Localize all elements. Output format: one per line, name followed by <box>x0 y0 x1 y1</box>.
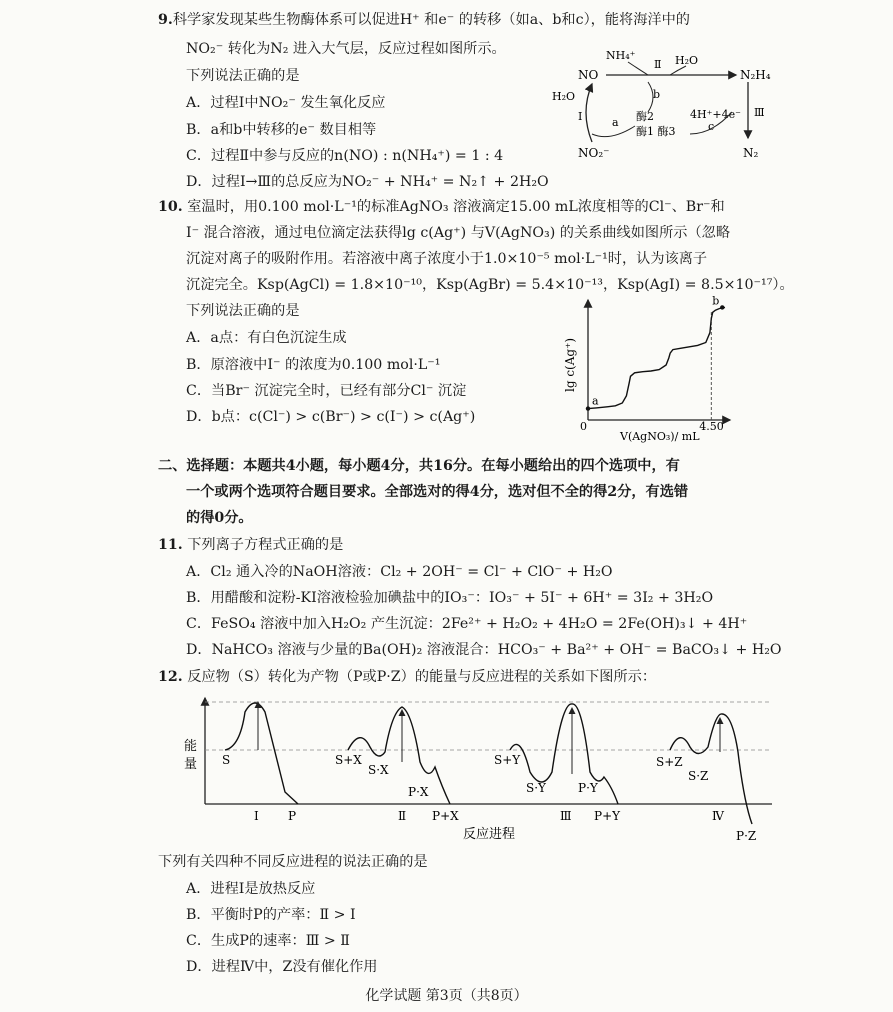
process-II-numeral: Ⅱ <box>398 809 407 823</box>
no-label: NO <box>578 68 599 82</box>
q9-number: 9. <box>158 12 173 28</box>
titration-chart <box>560 292 740 444</box>
process-I-label: Ⅰ <box>578 110 583 123</box>
q10-number: 10. <box>158 199 183 215</box>
section2-line1: 二、选择题：本题共4小题，每小题4分，共16分。在每小题给出的四个选项中，有 <box>158 458 680 474</box>
electron-a-label: a <box>612 116 619 129</box>
point-b <box>720 305 724 309</box>
process-I-numeral: Ⅰ <box>254 809 259 823</box>
q11-option-c: C．FeSO₄ 溶液中加入H₂O₂ 产生沉淀：2Fe²⁺ + H₂O₂ + 4H₂O = 2Fe(OH)₃↓ + 4H⁺ <box>186 616 748 632</box>
energy-label-2: 量 <box>184 757 198 772</box>
q12-number: 12. <box>158 669 183 685</box>
label-S-plus-Z: S+Z <box>656 755 683 769</box>
process-II-label: Ⅱ <box>654 58 662 71</box>
h2o-left-label: H₂O <box>552 90 576 103</box>
q11-option-d: D．NaHCO₃ 溶液与少量的Ba(OH)₂ 溶液混合：HCO₃⁻ + Ba²⁺ + OH⁻ = BaCO₃↓ + H₂O <box>186 642 782 658</box>
q10-stem-line2: I⁻ 混合溶液，通过电位滴定法获得lg c(Ag⁺) 与V(AgNO₃) 的关系曲线如图所示（忽略 <box>186 225 731 241</box>
q12-option-d: D．进程Ⅳ中，Z没有催化作用 <box>186 959 378 975</box>
q12-option-b: B．平衡时P的产率：Ⅱ > Ⅰ <box>186 907 356 923</box>
q9-option-a: A．过程Ⅰ中NO₂⁻ 发生氧化反应 <box>186 95 386 111</box>
q10-ask: 下列说法正确的是 <box>186 303 300 319</box>
energy-label-1: 能 <box>184 739 198 754</box>
q9-option-d: D．过程Ⅰ→Ⅲ的总反应为NO₂⁻ + NH₄⁺ = N₂↑ + 2H₂O <box>186 174 549 190</box>
x-tick-label-450: 4.50 <box>699 420 724 433</box>
q10-option-a: A．a点：有白色沉淀生成 <box>186 330 347 346</box>
q9-reaction-diagram <box>540 42 790 172</box>
page-footer: 化学试题 第3页（共8页） <box>365 988 528 1004</box>
titration-curve-line <box>588 307 725 408</box>
process-I-curve <box>225 703 298 804</box>
q9-stem-line1: 9.科学家发现某些生物酶体系可以促进H⁺ 和e⁻ 的转移（如a、b和c），能将海洋中的 <box>158 12 690 28</box>
reaction-progress-label: 反应进程 <box>463 827 516 842</box>
label-P: P <box>288 809 297 823</box>
q9-option-c: C．过程Ⅱ中参与反应的n(NO) : n(NH₄⁺) = 1 : 4 <box>186 148 504 164</box>
h2o-top-label: H₂O <box>675 54 699 67</box>
q10-option-c: C．当Br⁻ 沉淀完全时，已经有部分Cl⁻ 沉淀 <box>186 383 467 399</box>
x-axis-label: V(AgNO₃)/ mL <box>620 430 700 443</box>
nh4-label: NH₄⁺ <box>606 49 636 62</box>
electron-c-label: c <box>708 120 715 133</box>
q11-option-a: A．Cl₂ 通入冷的NaOH溶液：Cl₂ + 2OH⁻ = Cl⁻ + ClO⁻ + H₂O <box>186 564 613 580</box>
point-b-label: b <box>712 294 720 308</box>
n2h4-label: N₂H₄ <box>740 68 771 82</box>
nh4-in-curve <box>628 62 648 75</box>
q9-option-b: B．a和b中转移的e⁻ 数目相等 <box>186 122 377 138</box>
q12-ask: 下列有关四种不同反应进程的说法正确的是 <box>158 854 428 870</box>
label-P-dot-Y: P·Y <box>578 781 598 795</box>
q11-stem: 11. 下列离子方程式正确的是 <box>158 537 344 553</box>
q9-ask: 下列说法正确的是 <box>186 68 300 84</box>
process-IV-numeral: Ⅳ <box>712 809 724 823</box>
q10-stem-line4: 沉淀完全。Ksp(AgCl) = 1.8×10⁻¹⁰，Ksp(AgBr) = 5.4×10⁻¹³，Ksp(AgI) = 8.5×10⁻¹⁷）。 <box>186 277 794 293</box>
q12-energy-diagram <box>180 692 780 847</box>
no2-label: NO₂⁻ <box>578 146 610 160</box>
x-tick-label-0: 0 <box>580 420 587 433</box>
electron-b-label: b <box>653 88 661 101</box>
label-P-plus-Y: P+Y <box>594 809 621 823</box>
q12-stem: 12. 反应物（S）转化为产物（P或P·Z）的能量与反应进程的关系如下图所示： <box>158 669 657 685</box>
q9-stem-line2: NO₂⁻ 转化为N₂ 进入大气层，反应过程如图所示。 <box>186 41 506 57</box>
n2-label: N₂ <box>743 146 759 160</box>
process-III-label: Ⅲ <box>754 106 765 119</box>
h4e-label: 4H⁺+4e⁻ <box>690 108 741 121</box>
label-S-plus-Y: S+Y <box>494 753 521 767</box>
label-S-dot-X: S·X <box>368 763 389 777</box>
label-P-plus-X: P+X <box>432 809 459 823</box>
process-III-numeral: Ⅲ <box>560 809 572 823</box>
section2-line3: 的得0分。 <box>186 510 253 526</box>
enzyme2-label: 酶2 <box>636 110 654 123</box>
y-axis-label: lg c(Ag⁺) <box>563 337 577 392</box>
label-S: S <box>222 753 231 767</box>
q10-option-b: B．原溶液中I⁻ 的浓度为0.100 mol·L⁻¹ <box>186 357 441 373</box>
label-P-dot-Z: P·Z <box>736 829 757 843</box>
q11-number: 11. <box>158 537 183 553</box>
q10-option-d: D．b点：c(Cl⁻) > c(Br⁻) > c(I⁻) > c(Ag⁺) <box>186 409 476 425</box>
q10-stem-line3: 沉淀对离子的吸附作用。若溶液中离子浓度小于1.0×10⁻⁵ mol·L⁻¹时，认为该离子 <box>186 251 708 267</box>
q10-stem-line1: 10. 室温时，用0.100 mol·L⁻¹的标准AgNO₃ 溶液滴定15.00 mL浓度相等的Cl⁻、Br⁻和 <box>158 199 725 215</box>
point-a <box>586 406 590 410</box>
no2-to-no-arrow <box>586 84 592 142</box>
label-P-dot-X: P·X <box>408 785 429 799</box>
q12-option-c: C．生成P的速率：Ⅲ > Ⅱ <box>186 933 350 949</box>
enzyme13-label: 酶1 酶3 <box>636 125 676 138</box>
label-S-plus-X: S+X <box>335 753 362 767</box>
q12-option-a: A．进程Ⅰ是放热反应 <box>186 881 316 897</box>
section2-line2: 一个或两个选项符合题目要求。全部选对的得4分，选对但不全的得2分，有选错 <box>186 484 689 500</box>
label-S-dot-Z: S·Z <box>688 769 709 783</box>
process-II-curve <box>348 707 450 804</box>
point-a-label: a <box>592 394 599 408</box>
label-S-dot-Y: S·Y <box>526 781 546 795</box>
h2o-out-curve <box>670 66 686 75</box>
q11-option-b: B．用醋酸和淀粉-KI溶液检验加碘盐中的IO₃⁻：IO₃⁻ + 5I⁻ + 6H⁺ = 3I₂ + 3H₂O <box>186 590 714 606</box>
